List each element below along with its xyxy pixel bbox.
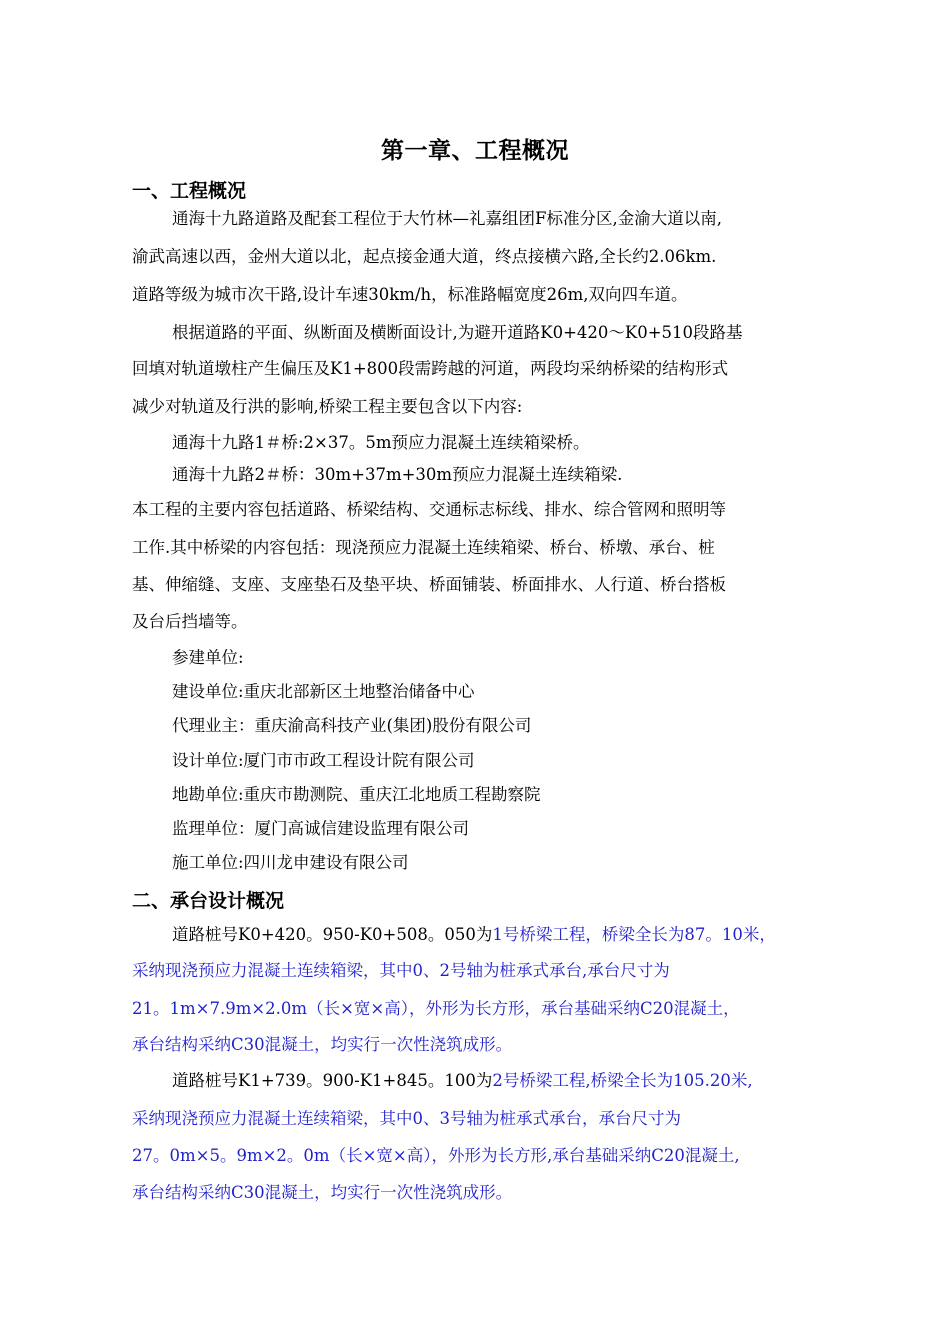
- chapter-title: 第一章、工程概况: [381, 137, 569, 164]
- paragraph-line: 27。0m×5。9m×2。0m（长×宽×高），外形为长方形,承台基础采纳C20混凝土,: [132, 1146, 740, 1165]
- paragraph-line: 本工程的主要内容包括道路、桥梁结构、交通标志标线、排水、综合管网和照明等: [132, 500, 726, 519]
- bridge-item-2: 通海十九路2＃桥：30m+37m+30m预应力混凝土连续箱梁.: [172, 465, 623, 484]
- paragraph-line: 及台后挡墙等。: [132, 612, 248, 631]
- bridge1-summary: 1号桥梁工程，桥梁全长为87。10米，: [492, 925, 776, 944]
- paragraph-line: [172, 924, 776, 946]
- paragraph-line: 承台结构采纳C30混凝土，均实行一次性浇筑成形。: [132, 1183, 513, 1202]
- paragraph-line: [172, 1070, 753, 1092]
- paragraph-line: 回填对轨道墩柱产生偏压及K1+800段需跨越的河道，两段均采纳桥梁的结构形式: [132, 359, 729, 378]
- participants-label: 参建单位:: [172, 648, 244, 667]
- paragraph-line: 21。1m×7.9m×2.0m（长×宽×高），外形为长方形，承台基础采纳C20混凝土，: [132, 999, 740, 1018]
- paragraph-line: 通海十九路道路及配套工程位于大竹林—礼嘉组团F标准分区,金渝大道以南,: [172, 209, 722, 228]
- section-heading-overview: 一、工程概况: [132, 180, 247, 202]
- bridge-item-1: 通海十九路1＃桥:2×37。5m预应力混凝土连续箱梁桥。: [172, 433, 590, 452]
- paragraph-line: 工作.其中桥梁的内容包括：现浇预应力混凝土连续箱梁、桥台、桥墩、承台、桩: [132, 538, 715, 557]
- participant-item: 施工单位:四川龙申建设有限公司: [172, 853, 409, 872]
- section-heading-pile-cap: 二、承台设计概况: [132, 890, 285, 912]
- paragraph-line: 渝武高速以西，金州大道以北，起点接金通大道，终点接横六路,全长约2.06km.: [132, 247, 717, 266]
- paragraph-line: 基、伸缩缝、支座、支座垫石及垫平块、桥面铺装、桥面排水、人行道、桥台搭板: [132, 575, 726, 594]
- participant-item: 设计单位:厦门市市政工程设计院有限公司: [172, 751, 475, 770]
- paragraph-line: 采纳现浇预应力混凝土连续箱梁，其中0、2号轴为桩承式承台,承台尺寸为: [132, 961, 670, 980]
- participant-item: 地勘单位:重庆市勘测院、重庆江北地质工程勘察院: [172, 785, 541, 804]
- bridge2-summary: 2号桥梁工程,桥梁全长为105.20米,: [492, 1071, 753, 1090]
- participant-item: 代理业主：重庆渝高科技产业(集团)股份有限公司: [172, 716, 532, 735]
- participant-item: 监理单位：厦门高诚信建设监理有限公司: [172, 819, 469, 838]
- station-range-2: 道路桩号K1+739。900-K1+845。100为: [172, 1071, 493, 1090]
- paragraph-line: 减少对轨道及行洪的影响,桥梁工程主要包含以下内容:: [132, 397, 523, 416]
- station-range-1: 道路桩号K0+420。950-K0+508。050为: [172, 925, 493, 944]
- participant-item: 建设单位:重庆北部新区土地整治储备中心: [172, 682, 475, 701]
- paragraph-line: 根据道路的平面、纵断面及横断面设计,为避开道路K0+420～K0+510段路基: [172, 323, 743, 342]
- paragraph-line: 道路等级为城市次干路,设计车速30km/h，标准路幅宽度26m,双向四车道。: [132, 285, 688, 304]
- paragraph-line: 承台结构采纳C30混凝土，均实行一次性浇筑成形。: [132, 1035, 513, 1054]
- paragraph-line: 采纳现浇预应力混凝土连续箱梁，其中0、3号轴为桩承式承台，承台尺寸为: [132, 1109, 681, 1128]
